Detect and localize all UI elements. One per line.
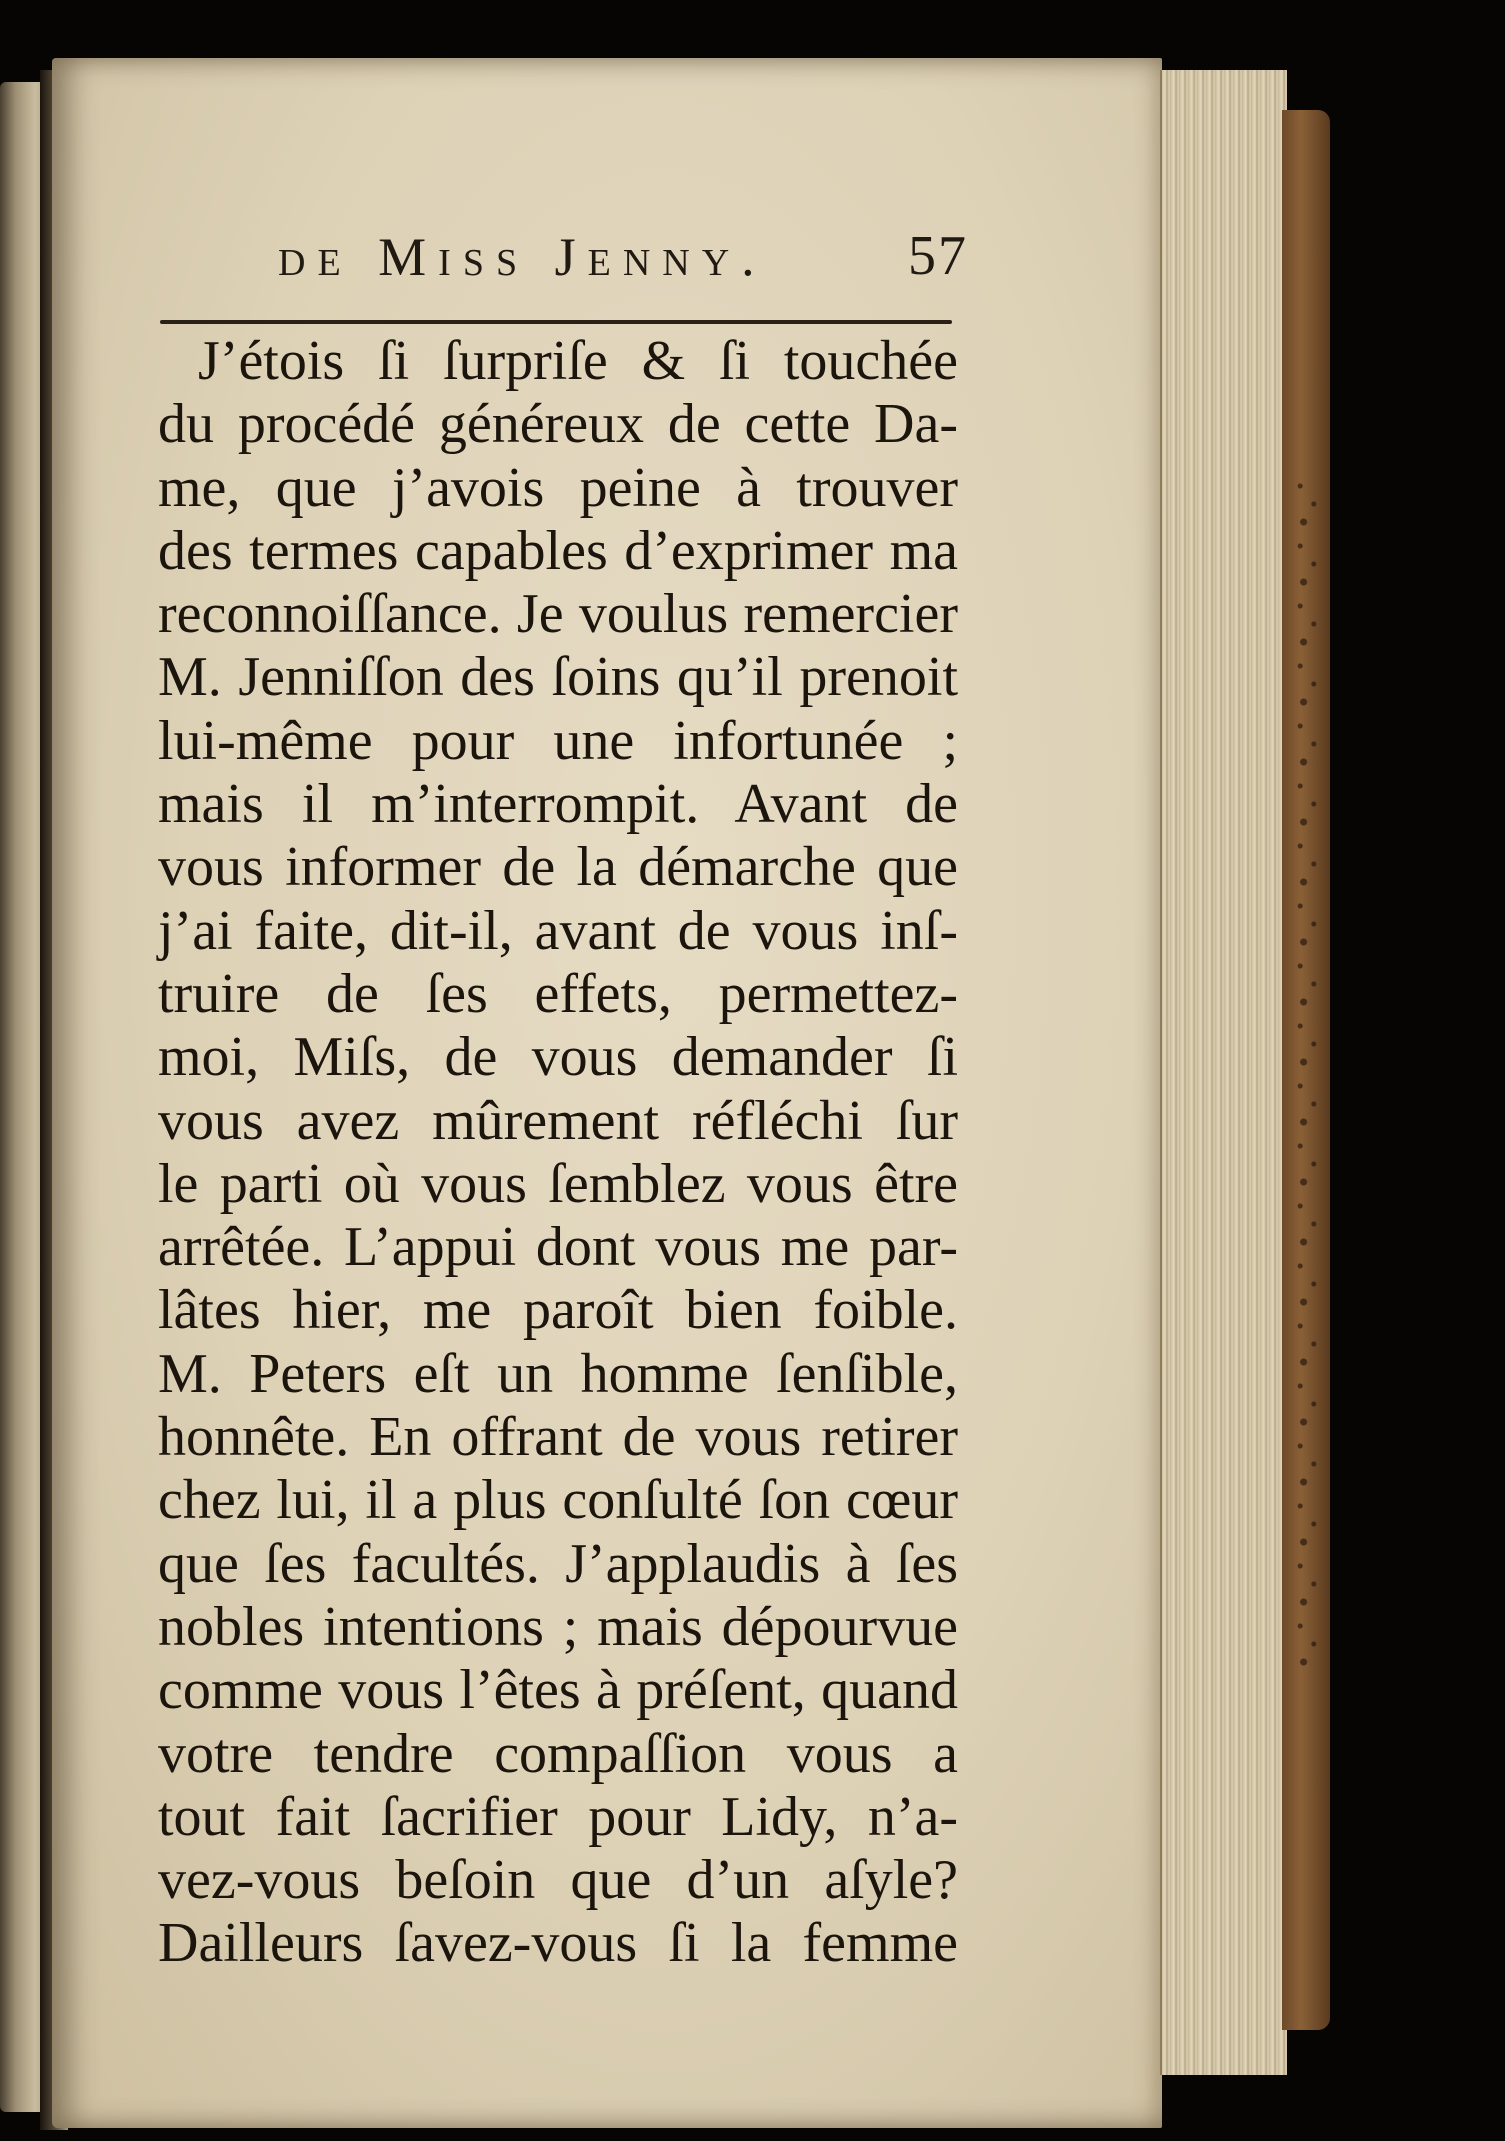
text-line: le parti où vous ſemblez vous être [158,1152,958,1215]
text-line: que ſes facultés. J’applaudis à ſes [158,1532,958,1595]
text-line: Dailleurs ſavez-vous ſi la femme [158,1912,958,1975]
page-block-fore-edge [1160,70,1287,2075]
text-line: vez-vous beſoin que d’un aſyle? [158,1849,958,1912]
body-text [158,330,958,1976]
text-line: J’étois ſi ſurpriſe & ſi touchée [198,330,958,392]
header-rule [160,320,952,324]
text-line: moi, Miſs, de vous demander ſi [158,1026,958,1089]
text-line: nobles intentions ; mais dépourvue [158,1595,958,1658]
text-line: comme vous l’êtes à préſent, quand [158,1659,958,1722]
text-line: chez lui, il a plus conſulté ſon cœur [158,1469,958,1532]
text-line: lui-même pour une infortunée ; [158,709,958,772]
running-head [278,226,968,292]
text-line: j’ai faite, dit-il, avant de vous inſ- [158,899,958,962]
page-number: 57 [908,225,968,287]
text-line: truire de ſes effets, permettez- [158,962,958,1025]
text-line: M. Jenniſſon des ſoins qu’il prenoit [158,646,958,709]
cover-speckle-texture [1290,480,1324,1680]
previous-page-edge [0,82,44,2112]
text-line: me, que j’avois peine à trouver [158,456,958,519]
text-line: arrêtée. L’appui dont vous me par- [158,1216,958,1279]
text-line: des termes capables d’exprimer ma [158,519,958,582]
text-line: tout fait ſacrifier pour Lidy, n’a- [158,1785,958,1848]
text-line: reconnoiſſance. Je voulus remercier [158,583,958,646]
text-line: M. Peters eſt un homme ſenſible, [158,1342,958,1405]
text-line: votre tendre compaſſion vous a [158,1722,958,1785]
text-line: du procédé généreux de cette Da- [158,393,958,456]
running-head-title: de Miss Jenny. [278,227,767,287]
text-line: vous avez mûrement réfléchi ſur [158,1089,958,1152]
text-line: vous informer de la démarche que [158,836,958,899]
text-line: honnête. En offrant de vous retirer [158,1406,958,1469]
text-line: mais il m’interrompit. Avant de [158,773,958,836]
text-line: lâtes hier, me paroît bien foible. [158,1279,958,1342]
